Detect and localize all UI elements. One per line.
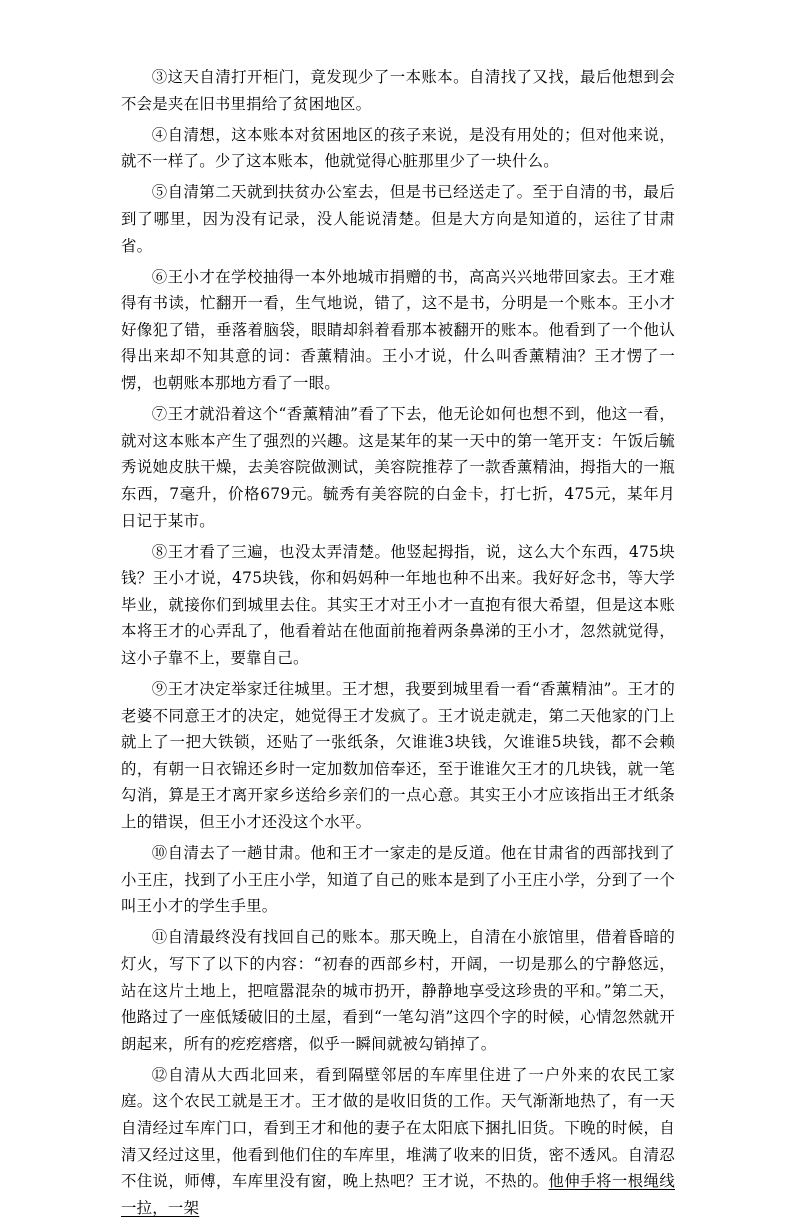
- paragraph-11: ⑪自清最终没有找回自己的账本。那天晚上，自清在小旅馆里，借着昏暗的灯火，写下了以下的内容：“初春的西部乡村，开阔，一切是那么的宁静悠远，站在这片土地上，把喧嚣混杂的城市扔开，静静地享受这珍贵的平和。”第二天，他路过了一座低矮破旧的土屋，看到“一笔勾消”这四个字的时候，心情忽然就开朗起来，所有的疙疙瘩瘩，似乎一瞬间就被勾销掉了。: [121, 928, 675, 1053]
- paragraph-10: ⑩自清去了一趟甘肃。他和王才一家走的是反道。他在甘肃省的西部找到了小王庄，找到了小王庄小学，知道了自己的账本是到了小王庄小学，分到了一个叫王小才的学生手里。: [121, 844, 675, 916]
- paragraph-5: ⑤自清第二天就到扶贫办公室去，但是书已经送走了。至于自清的书，最后到了哪里，因为没有记录，没人能说清楚。但是大方向是知道的，运往了甘肃省。: [121, 183, 675, 255]
- paragraph-12: [121, 1062, 675, 1222]
- paragraph-12-text: ⑫自清从大西北回来，看到隔壁邻居的车库里住进了一户外来的农民工家庭。这个农民工就是王才。王才做的是收旧货的工作。天气渐渐地热了，有一天自清经过车库门口，看到王才和他的妻子在太阳底下捆扎旧货。下晚的时候，自清又经过这里，他看到他们住的车库里，堆满了收来的旧货，密不透风。自清忍不住说，师傅，车库里没有窗，晚上热吧？王才说，不热的。: [121, 1065, 675, 1191]
- paragraph-6: ⑥王小才在学校抽得一本外地城市捐赠的书，高高兴兴地带回家去。王才难得有书读，忙翻开一看，生气地说，错了，这不是书，分明是一个账本。王小才好像犯了错，垂落着脑袋，眼睛却斜着看那本被翻开的账本。他看到了一个他认得出来却不知其意的词：香薰精油。王小才说，什么叫香薰精油？王才愣了一愣，也朝账本那地方看了一眼。: [121, 267, 675, 393]
- underlined-sentence: 他伸手将一根绳线一拉，一架: [121, 1172, 675, 1217]
- paragraph-8: ⑧王才看了三遍，也没太弄清楚。他竖起拇指，说，这么大个东西，475块钱？王小才说，475块钱，你和妈妈种一年地也种不出来。我好好念书，等大学毕业，就接你们到城里去住。其实王才对王小才一直抱有很大希望，但是这本账本将王才的心弄乱了，他看着站在他面前拖着两条鼻涕的王小才，忽然就觉得，这小子靠不上，要靠自己。: [121, 542, 675, 667]
- paragraph-9: ⑨王才决定举家迁往城里。王才想，我要到城里看一看“香薰精油”。王才的老婆不同意王才的决定，她觉得王才发疯了。王才说走就走，第二天他家的门上就上了一把大铁锁，还贴了一张纸条，欠谁谁3块钱，欠谁谁5块钱，都不会赖的，有朝一日衣锦还乡时一定加数加倍奉还，至于谁谁欠王才的几块钱，就一笔勾消，算是王才离开家乡送给乡亲们的一点心意。其实王小才应该指出王才纸条上的错误，但王小才还没这个水平。: [121, 680, 675, 832]
- document-page: [121, 64, 675, 1226]
- paragraph-7: ⑦王才就沿着这个“香薰精油”看了下去，他无论如何也想不到，他这一看，就对这本账本产生了强烈的兴趣。这是某年的某一天中的第一笔开支：午饭后毓秀说她皮肤干燥，去美容院做测试，美容院推荐了一款香薰精油，拇指大的一瓶东西，7毫升，价格679元。毓秀有美容院的白金卡，打七折，475元，某年月日记于某市。: [121, 405, 675, 530]
- paragraph-3: ③这天自清打开柜门，竟发现少了一本账本。自清找了又找，最后他想到会不会是夹在旧书里捐给了贫困地区。: [121, 68, 675, 113]
- paragraph-4: ④自清想，这本账本对贫困地区的孩子来说，是没有用处的；但对他来说，就不一样了。少了这本账本，他就觉得心脏那里少了一块什么。: [121, 125, 675, 171]
